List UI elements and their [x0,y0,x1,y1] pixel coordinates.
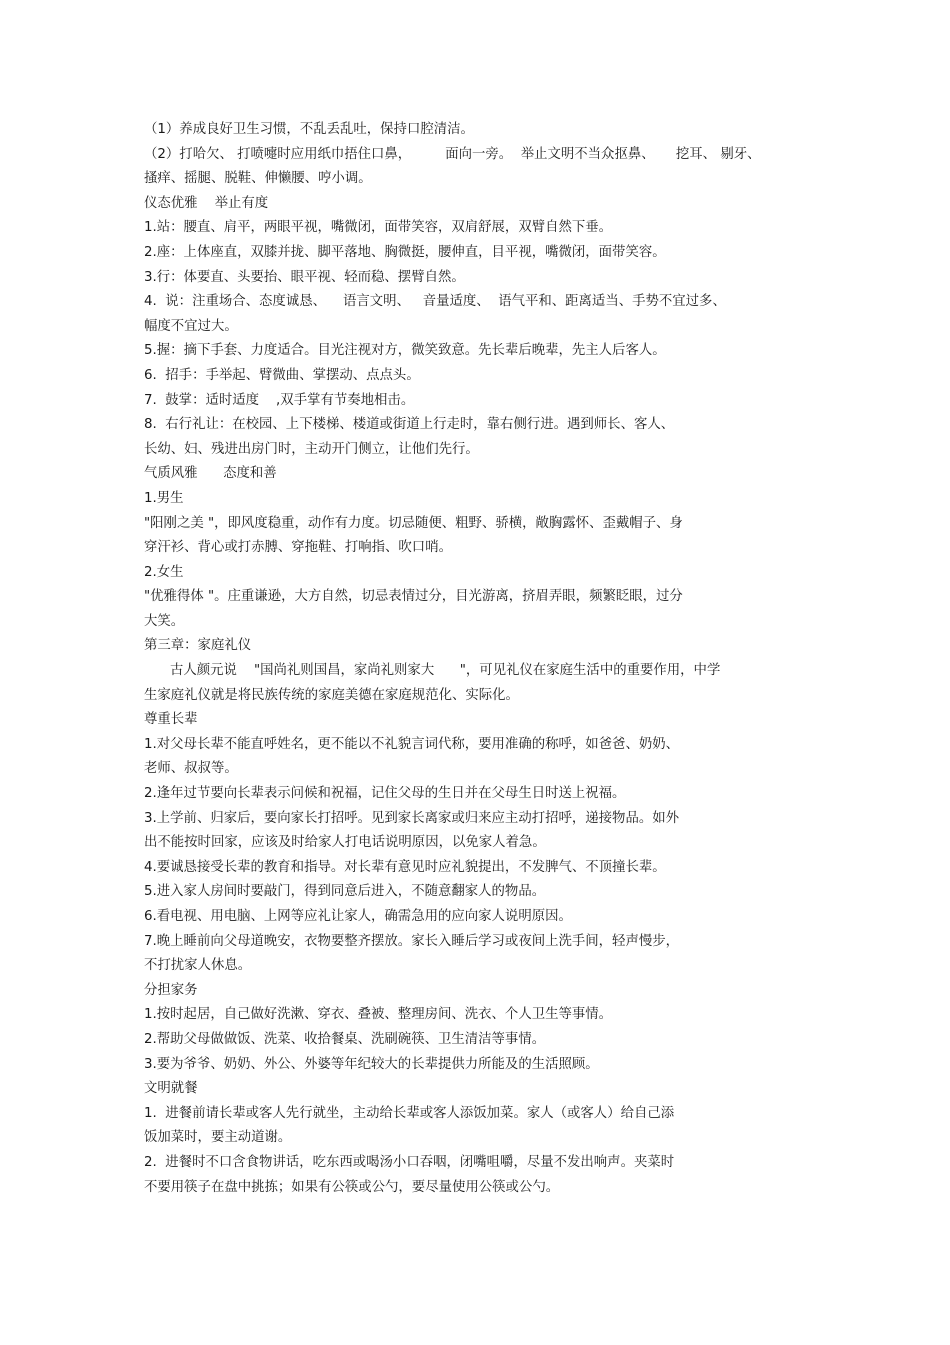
text-line: 出不能按时回家，应该及时给家人打电话说明原因，以免家人着急。 [144,835,546,851]
text-line: 古人颜元说 "国尚礼则国昌，家尚礼则家大 "，可见礼仪在家庭生活中的重要作用，中学 [170,663,721,679]
text-line: "优雅得体 "。庄重谦逊，大方自然，切忌表情过分，目光游离，挤眉弄眼，频繁眨眼，过分 [144,589,683,605]
text-line: 穿汗衫、背心或打赤膊、穿拖鞋、打响指、吹口哨。 [144,540,452,556]
text-line: 8. 右行礼让：在校园、上下楼梯、楼道或街道上行走时，靠右侧行进。遇到师长、客人、 [144,417,675,433]
text-line: 4.要诚恳接受长辈的教育和指导。对长辈有意见时应礼貌提出，不发脾气、不顶撞长辈。 [144,859,666,875]
text-line: 生家庭礼仪就是将民族传统的家庭美德在家庭规范化、实际化。 [144,687,519,703]
text-line: 2. 进餐时不口含食物讲话，吃东西或喝汤小口吞咽，闭嘴咀嚼，尽量不发出响声。夹菜时 [144,1154,675,1170]
section-heading: 气质风雅 态度和善 [144,466,277,482]
text-line: 1.按时起居，自己做好洗漱、穿衣、叠被、整理房间、洗衣、个人卫生等事情。 [144,1007,613,1023]
text-line: 5.进入家人房间时要敲门，得到同意后进入，不随意翻家人的物品。 [144,884,546,900]
text-line: （2）打哈欠、 打喷嚏时应用纸巾捂住口鼻， 面向一旁。 举止文明不当众抠鼻、 挖耳、 剔牙、 [144,146,761,162]
subheading: 2.女生 [144,564,184,580]
text-line: （1）养成良好卫生习惯，不乱丢乱吐，保持口腔清洁。 [144,122,474,137]
text-line: 老师、叔叔等。 [144,761,238,777]
text-line: 不打扰家人休息。 [144,958,252,974]
text-line: 2.座：上体座直，双膝并拢、脚平落地、胸微挺，腰伸直，目平视，嘴微闭，面带笑容。 [144,244,666,260]
text-line: 1. 进餐前请长辈或客人先行就坐，主动给长辈或客人添饭加菜。家人（或客人）给自己添 [144,1105,675,1121]
text-line: 饭加菜时，要主动道谢。 [144,1130,292,1146]
section-heading: 仪态优雅 举止有度 [144,195,269,211]
text-line: 搔痒、摇腿、脱鞋、伸懒腰、哼小调。 [144,171,372,187]
text-line: 3.上学前、归家后，要向家长打招呼。见到家长离家或归来应主动打招呼，递接物品。如外 [144,810,680,826]
section-heading: 文明就餐 [144,1081,198,1097]
text-line: 7. 鼓掌：适时适度 ,双手掌有节奏地相击。 [144,392,415,408]
text-line: 幅度不宜过大。 [144,318,238,334]
section-heading: 尊重长辈 [144,712,198,728]
text-line: 3.行：体要直、头要抬、眼平视、轻而稳、摆臂自然。 [144,269,465,285]
text-line: 5.握：摘下手套、力度适合。目光注视对方，微笑致意。先长辈后晚辈，先主人后客人。 [144,343,666,359]
text-line: 大笑。 [144,613,185,629]
text-line: 长幼、妇、残进出房门时，主动开门侧立，让他们先行。 [144,441,479,457]
text-line: 不要用筷子在盘中挑拣；如果有公筷或公勺，要尽量使用公筷或公勺。 [144,1179,560,1195]
chapter-heading: 第三章：家庭礼仪 [144,638,252,654]
document-body [144,118,804,1200]
section-heading: 分担家务 [144,982,198,998]
text-line: "阳刚之美 "，即风度稳重，动作有力度。切忌随便、粗野、骄横，敞胸露怀、歪戴帽子、身 [144,515,683,531]
text-line: 3.要为爷爷、奶奶、外公、外婆等年纪较大的长辈提供力所能及的生活照顾。 [144,1056,599,1072]
text-line: 1.站：腰直、肩平，两眼平视，嘴微闭，面带笑容，双肩舒展，双臂自然下垂。 [144,220,613,236]
text-line: 1.对父母长辈不能直呼姓名，更不能以不礼貌言词代称，要用准确的称呼，如爸爸、奶奶、 [144,736,680,752]
text-line: 6.看电视、用电脑、上网等应礼让家人，确需急用的应向家人说明原因。 [144,909,572,924]
text-line: 4. 说：注重场合、态度诚恳、 语言文明、 音量适度、 语气平和、距离适当、手势不宜过多、 [144,294,726,310]
text-line: 7.晚上睡前向父母道晚安，衣物要整齐摆放。家长入睡后学习或夜间上洗手间，轻声慢步， [144,933,680,949]
subheading: 1.男生 [144,490,184,506]
text-line: 2.帮助父母做做饭、洗菜、收拾餐桌、洗刷碗筷、卫生清洁等事情。 [144,1031,546,1047]
text-line: 2.逢年过节要向长辈表示问候和祝福，记住父母的生日并在父母生日时送上祝福。 [144,786,626,802]
text-line: 6. 招手：手举起、臂微曲、掌摆动、点点头。 [144,367,420,383]
